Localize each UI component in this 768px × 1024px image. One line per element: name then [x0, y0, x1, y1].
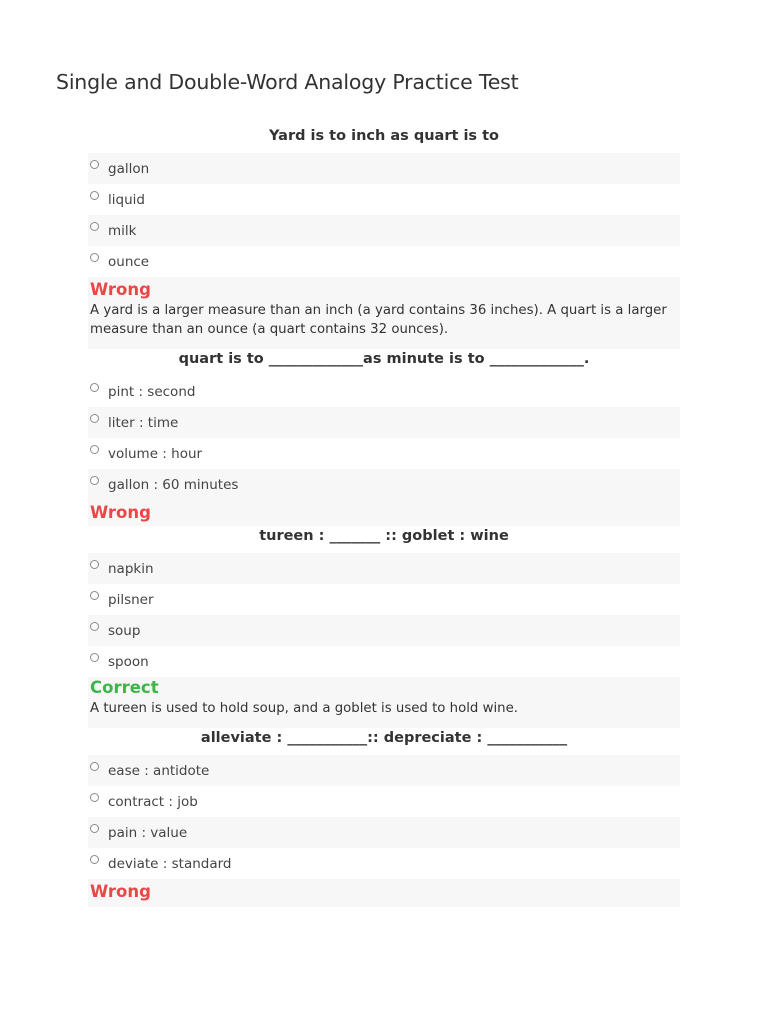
result-block [88, 879, 680, 907]
option-pilsner[interactable] [88, 584, 680, 615]
option-label: spoon [108, 654, 149, 670]
option-pain-value[interactable] [88, 817, 680, 848]
option-ease-antidote[interactable] [88, 755, 680, 786]
option-label: pain : value [108, 825, 188, 841]
question-3 [88, 526, 680, 728]
page-title: Single and Double-Word Analogy Practice Test [56, 70, 519, 94]
option-milk[interactable] [88, 215, 680, 246]
radio-button[interactable] [90, 383, 99, 392]
option-label: soup [108, 623, 141, 639]
verdict-wrong: Wrong [90, 882, 151, 901]
result-block [88, 677, 680, 728]
option-contract-job[interactable] [88, 786, 680, 817]
verdict-wrong: Wrong [90, 280, 151, 299]
option-deviate-standard[interactable] [88, 848, 680, 879]
option-volume-hour[interactable] [88, 438, 680, 469]
question-2 [88, 349, 680, 526]
option-gallon-60-minutes[interactable] [88, 469, 680, 500]
question-prompt: Yard is to inch as quart is to [268, 128, 499, 144]
radio-button[interactable] [90, 445, 99, 454]
option-soup[interactable] [88, 615, 680, 646]
option-ounce[interactable] [88, 246, 680, 277]
radio-button[interactable] [90, 222, 99, 231]
result-block [88, 277, 680, 349]
radio-button[interactable] [90, 160, 99, 169]
question-prompt: quart is to _____________as minute is to _____________. [178, 351, 590, 367]
option-liter-time[interactable] [88, 407, 680, 438]
explanation: A yard is a larger measure than an inch (a yard contains 36 inches). A quart is a larger measure than an ounce (a quart contains 32 ounces). [90, 303, 667, 337]
option-label: ease : antidote [108, 763, 210, 779]
radio-button[interactable] [90, 793, 99, 802]
option-label: volume : hour [108, 446, 203, 462]
option-spoon[interactable] [88, 646, 680, 677]
question-1 [88, 126, 680, 349]
radio-button[interactable] [90, 591, 99, 600]
option-napkin[interactable] [88, 553, 680, 584]
option-label: pilsner [108, 592, 154, 608]
radio-button[interactable] [90, 191, 99, 200]
radio-button[interactable] [90, 855, 99, 864]
question-prompt: alleviate : ___________:: depreciate : ___________ [200, 730, 568, 746]
option-label: pint : second [108, 384, 196, 400]
quiz [88, 118, 680, 907]
option-label: gallon [108, 161, 150, 177]
radio-button[interactable] [90, 762, 99, 771]
question-prompt: tureen : _______ :: goblet : wine [259, 528, 509, 544]
option-label: deviate : standard [108, 856, 232, 872]
option-label: gallon : 60 minutes [108, 477, 239, 493]
radio-button[interactable] [90, 824, 99, 833]
option-label: contract : job [108, 794, 198, 810]
radio-button[interactable] [90, 560, 99, 569]
option-label: napkin [108, 561, 154, 577]
option-liquid[interactable] [88, 184, 680, 215]
option-pint-second[interactable] [88, 376, 680, 407]
verdict-correct: Correct [90, 678, 159, 697]
option-label: ounce [108, 254, 150, 270]
result-block [88, 500, 680, 526]
explanation: A tureen is used to hold soup, and a goblet is used to hold wine. [90, 701, 518, 716]
verdict-wrong: Wrong [90, 503, 151, 522]
option-label: liter : time [108, 415, 179, 431]
radio-button[interactable] [90, 414, 99, 423]
radio-button[interactable] [90, 653, 99, 662]
option-label: milk [108, 223, 137, 239]
option-gallon[interactable] [88, 153, 680, 184]
radio-button[interactable] [90, 622, 99, 631]
radio-button[interactable] [90, 253, 99, 262]
radio-button[interactable] [90, 476, 99, 485]
option-label: liquid [108, 192, 145, 208]
question-4 [88, 728, 680, 907]
